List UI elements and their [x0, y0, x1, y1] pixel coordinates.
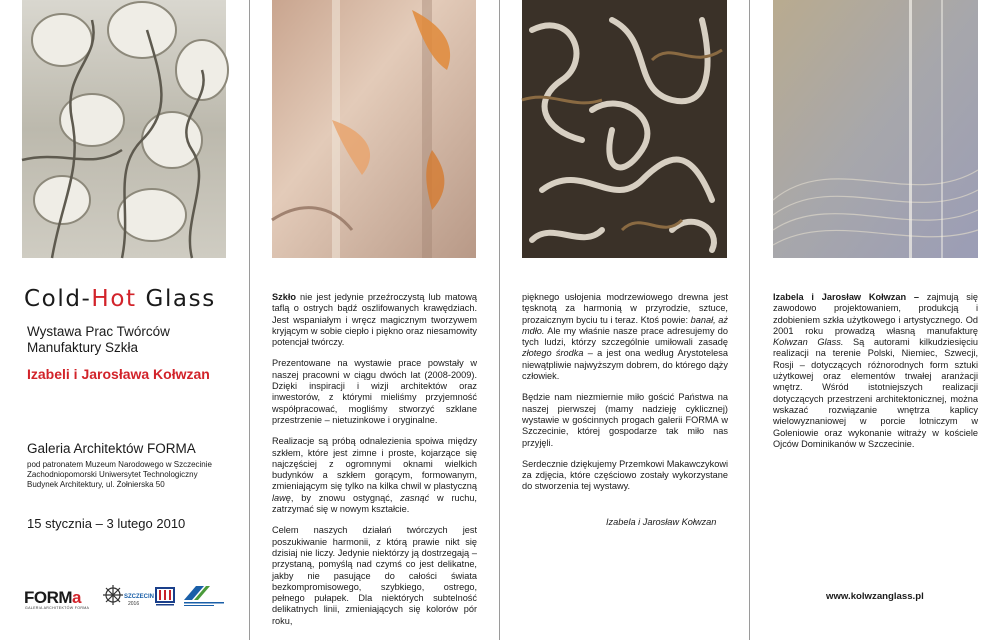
paragraph: pięknego usłojenia modrzewiowego drewna jest tęsknotą za harmonią w przyrodzie, sztuce, prozaicznym byciu tu i teraz. Ktoś powie: banał, aż mdło. Ale my właśnie nasze prace adresujemy do tych ludzi, którzy szczególnie umiłowali zasadę złotego środka – a jest ona według Arystotelesa niewątpliwie najwyższym dobrem, do którego dąży człowiek.: [522, 292, 728, 382]
paragraph: Izabela i Jarosław Kołwzan – zajmują się zawodowo projektowaniem, produkcją i zdobieniem szkła użytkowego i artystycznego. Od 2001 roku prowadzą własną manufakturę Kolwzan Glass. Są autorami kilkudziesięciu realizacji na terenie Polski, Niemiec, Szwecji, Rosji – dotyczących różnorodnych form sztuki użytkowej oraz elementów trwałej aranżacji wnętrz. Wśród istotniejszych realizacji dotyczących przestrzeni architektonicznej, można wskazać rozwiązanie wnętrza kaplicy wielowyznaniowej w porcie lotniczym w Goleniowie oraz wykonanie witraży w kościele Ojców Dominikanów w Szczecinie.: [773, 292, 978, 449]
photo-tinted-glass-panel: [773, 0, 978, 258]
paragraph: Prezentowane na wystawie prace powstały w naszej pracowni w ciągu dwóch lat (2008-2009). Dzięki inspiracji i wizji architektów oraz inwestorów, z którymi mieliśmy przyjemność współpracować, mogliśmy stworzyć szklane przestrzenie – nietuzinkowe i oryginalne.: [272, 358, 477, 425]
sponsor-logos: [24, 584, 234, 614]
fold-line: [749, 0, 750, 640]
exhibition-subtitle: Wystawa Prac Twórców Manufaktury Szkła: [27, 324, 170, 355]
exhibition-dates: 15 stycznia – 3 lutego 2010: [27, 516, 186, 531]
university-logo: [182, 584, 228, 610]
text-column-about-authors: [773, 292, 978, 460]
forma-logo: FORMa: [24, 588, 82, 607]
photo-amber-glass-leaves: [272, 0, 476, 258]
photo-fused-glass-swirls: [522, 0, 727, 258]
paragraph: Szkło nie jest jedynie przeźroczystą lub matową taflą o ostrych bądź oszlifowanych krawędziach. Jest wspaniałym i wręcz magicznym tworzywem kryjącym w sobie ciepło i piękno oraz niesamowity potencjał twórczy.: [272, 292, 477, 348]
photo-frosted-glass-flowers: [22, 0, 226, 258]
paragraph: Realizacje są próbą odnalezienia spoiwa między szkłem, które jest zimne i proste, kojarzące się najczęściej z ogromnymi oknami wielkich budynków a szkłem gorącym, formowanym, zmieniającym się tylko na kilka chwil w plastyczną lawę, by znowu ostygnąć, zasnąć w ruchu, zatrzymać się w nowym kształcie.: [272, 436, 477, 515]
website-link[interactable]: www.kolwzanglass.pl: [826, 591, 924, 602]
paragraph: Celem naszych działań twórczych jest poszukiwanie harmonii, z którą prawie nikt się dzisiaj nie liczy. Jedynie niektórzy ją dostrzegają – przystaną, pomyślą nad czymś co jest delikatne, jakby nie pasujące do całości świata bezkompromisowego, szybkiego, ostrego, pełnego pułapek. Dla niektórych subtelność delikatnych linii, zmieniających się kolorów pór roku,: [272, 525, 477, 626]
patronage-info: pod patronatem Muzeum Narodowego w Szczecinie Zachodniopomorski Uniwersytet Technologiczny Budynek Architektury, ul. Żołnierska 50: [27, 460, 212, 489]
museum-logo: [154, 584, 176, 610]
svg-text:SZCZECIN: SZCZECIN: [124, 594, 154, 600]
gallery-name: Galeria Architektów FORMA: [27, 441, 196, 456]
szczecin-logo: [102, 584, 154, 614]
svg-text:2016: 2016: [128, 601, 140, 607]
fold-line: [249, 0, 250, 640]
fold-line: [499, 0, 500, 640]
paragraph: Będzie nam niezmiernie miło gościć Państwa na naszej pierwszej (mamy nadzieję cyklicznej) wystawie w gościnnych progach galerii FORMA w Szczecinie, której gospodarze tak miło nas przyjęli.: [522, 392, 728, 448]
text-column-intro: [272, 292, 477, 637]
signature: Izabela i Jarosław Kołwzan: [606, 517, 717, 527]
forma-logo-caption: GALERIA ARCHITEKTÓW FORMA: [25, 606, 90, 610]
exhibition-authors: Izabeli i Jarosława Kołwzan: [27, 366, 210, 382]
text-column-continued: [522, 292, 728, 503]
paragraph: Serdecznie dziękujemy Przemkowi Makawczykowi za zdjęcia, które częściowo zostały wykorzystane do stworzenia tej wystawy.: [522, 458, 728, 492]
exhibition-title: Cold-Hot Glass: [24, 286, 216, 312]
